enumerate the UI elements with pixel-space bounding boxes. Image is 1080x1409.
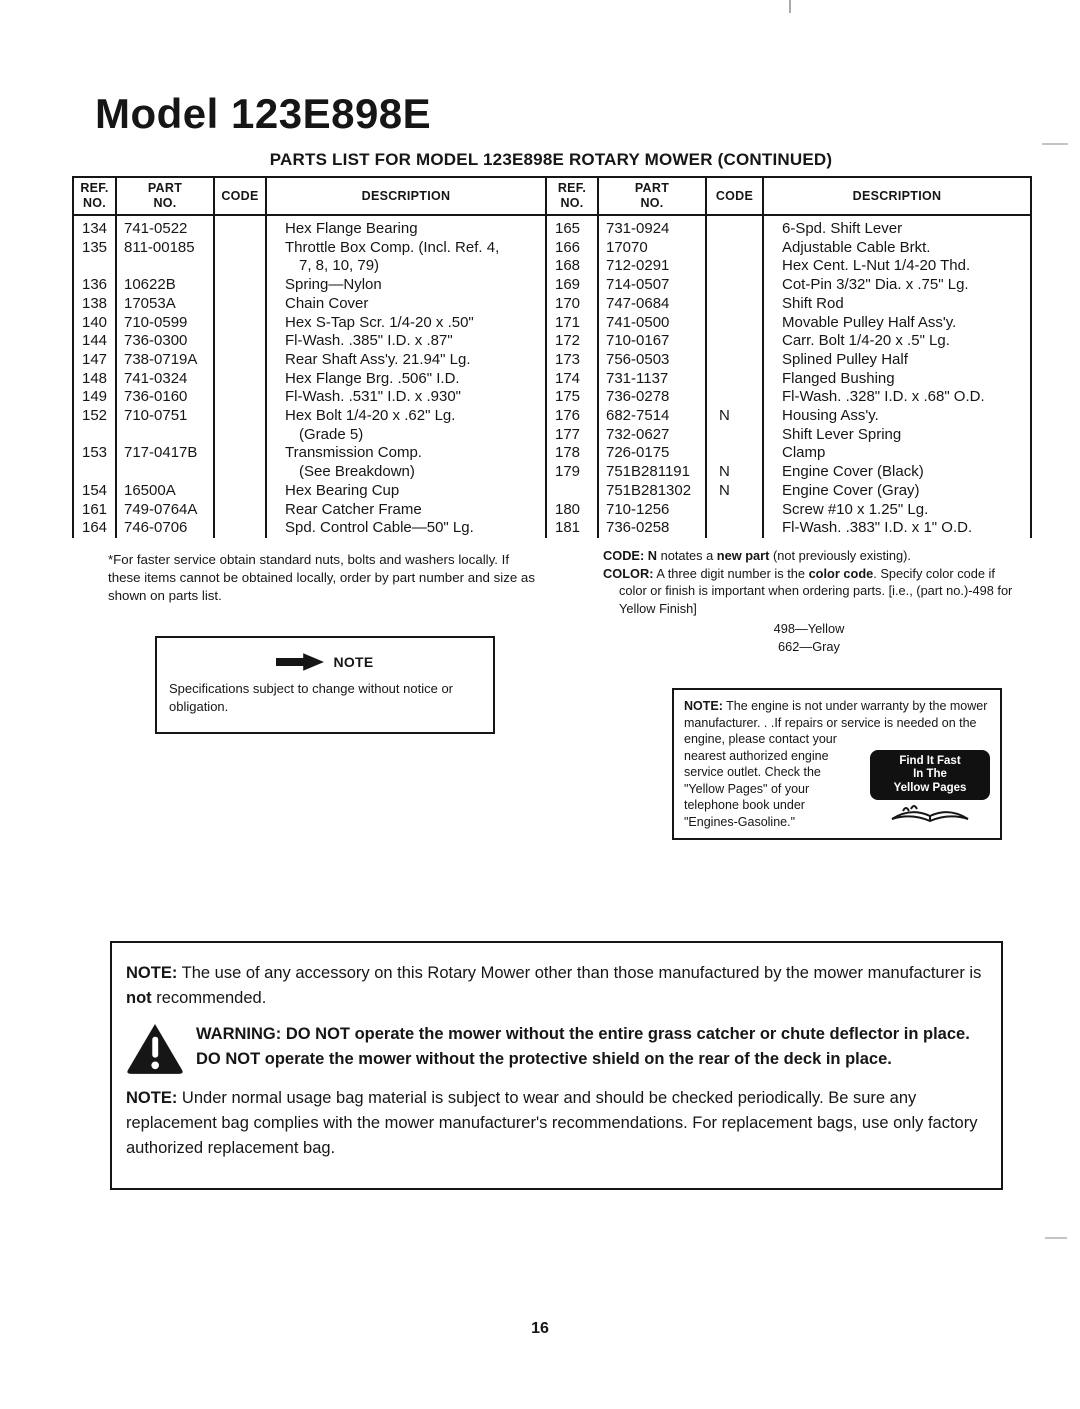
part-cell: 731-1137 [598, 370, 706, 389]
ref-cell: 134 [73, 215, 116, 239]
part-cell: 741-0522 [116, 215, 214, 239]
desc-cell: Movable Pulley Half Ass'y. [763, 314, 1031, 333]
bag-note: NOTE: Under normal usage bag material is subject to wear and should be checked periodically. Be sure any replacement bag complies with the mower manufacturer's recommendations. For replacement bags, use only factory authorized replacement bag. [126, 1089, 978, 1157]
desc-cell: Cot-Pin 3/32" Dia. x .75" Lg. [763, 276, 1031, 295]
ref-cell: 172 [546, 332, 598, 351]
desc-cell: Adjustable Cable Brkt. [763, 239, 1031, 258]
desc-cell: Carr. Bolt 1/4-20 x .5" Lg. [763, 332, 1031, 351]
part-cell [116, 463, 214, 482]
scan-artifact [789, 0, 791, 13]
part-cell: 732-0627 [598, 426, 706, 445]
part-cell: 746-0706 [116, 519, 214, 538]
part-cell: 714-0507 [598, 276, 706, 295]
part-cell: 10622B [116, 276, 214, 295]
service-footnote: *For faster service obtain standard nuts, bolts and washers locally. If these items cannot be obtained locally, order by part number and size as shown on parts list. [108, 552, 535, 603]
ref-cell: 136 [73, 276, 116, 295]
part-cell: 710-1256 [598, 501, 706, 520]
ref-cell: 144 [73, 332, 116, 351]
table-row [73, 519, 1031, 538]
part-cell [116, 257, 214, 276]
ref-cell: 161 [73, 501, 116, 520]
code-cell: N [706, 407, 763, 426]
parts-table [72, 176, 1032, 538]
ref-cell: 177 [546, 426, 598, 445]
ref-cell: 169 [546, 276, 598, 295]
desc-cell: Engine Cover (Gray) [763, 482, 1031, 501]
ref-cell: 154 [73, 482, 116, 501]
table-row [73, 276, 1031, 295]
desc-cell: Hex Bolt 1/4-20 x .62" Lg. [266, 407, 546, 426]
code-cell [214, 388, 266, 407]
desc-cell: Housing Ass'y. [763, 407, 1031, 426]
code-cell [706, 444, 763, 463]
part-cell: 710-0751 [116, 407, 214, 426]
desc-cell: Hex Flange Brg. .506" I.D. [266, 370, 546, 389]
part-cell: 751B281191 [598, 463, 706, 482]
description-header: DESCRIPTION [266, 177, 546, 215]
code-cell: N [706, 463, 763, 482]
table-row [73, 463, 1031, 482]
table-row [73, 444, 1031, 463]
ref-cell [73, 426, 116, 445]
ref-cell: 147 [73, 351, 116, 370]
code-cell [706, 276, 763, 295]
engine-note-text-continued: nearest authorized engine service outlet. Check the "Yellow Pages" of your telephone book under "Engines-Gasoline." [684, 748, 829, 829]
note-heading [157, 653, 493, 671]
code-cell [214, 314, 266, 333]
code-cell [706, 295, 763, 314]
color-code: 662—Gray [778, 639, 840, 654]
table-header-row [73, 177, 1031, 215]
desc-cell: Spring—Nylon [266, 276, 546, 295]
desc-cell: Shift Rod [763, 295, 1031, 314]
desc-cell: Clamp [763, 444, 1031, 463]
table-row [73, 501, 1031, 520]
desc-cell: 6-Spd. Shift Lever [763, 215, 1031, 239]
ref-cell: 180 [546, 501, 598, 520]
code-cell [214, 370, 266, 389]
code-cell [214, 215, 266, 239]
code-cell [706, 239, 763, 258]
code-cell [214, 501, 266, 520]
desc-cell: (Grade 5) [266, 426, 546, 445]
desc-cell: Shift Lever Spring [763, 426, 1031, 445]
ref-cell: 153 [73, 444, 116, 463]
code-cell [214, 257, 266, 276]
part-cell: 747-0684 [598, 295, 706, 314]
table-row [73, 370, 1031, 389]
page-number: 16 [531, 1320, 549, 1337]
code-cell [706, 370, 763, 389]
ref-cell: 168 [546, 257, 598, 276]
ref-cell: 176 [546, 407, 598, 426]
parts-list-heading: PARTS LIST FOR MODEL 123E898E ROTARY MOWER (CONTINUED) [269, 150, 833, 169]
part-cell: 17053A [116, 295, 214, 314]
color-note: COLOR: A three digit number is the color code. Specify color code if color or finish is important when ordering parts. [i.e., (part no.)-498 for Yellow Finish] [603, 565, 1013, 616]
desc-cell: Fl-Wash. .385" I.D. x .87" [266, 332, 546, 351]
code-cell [214, 519, 266, 538]
part-cell: 749-0764A [116, 501, 214, 520]
ref-cell: 149 [73, 388, 116, 407]
logo-line: Yellow Pages [893, 781, 967, 794]
code-note: CODE: N notates a new part (not previously existing). [603, 548, 911, 563]
desc-cell: Hex Cent. L-Nut 1/4-20 Thd. [763, 257, 1031, 276]
part-cell [116, 426, 214, 445]
table-row [73, 332, 1031, 351]
part-no-header: PART NO. [116, 177, 214, 215]
desc-cell: Screw #10 x 1.25" Lg. [763, 501, 1031, 520]
desc-cell: Hex S-Tap Scr. 1/4-20 x .50" [266, 314, 546, 333]
ref-cell: 173 [546, 351, 598, 370]
part-cell: 736-0258 [598, 519, 706, 538]
ref-cell: 181 [546, 519, 598, 538]
warning-text: WARNING: DO NOT operate the mower without the entire grass catcher or chute deflector in place. DO NOT operate the mower without the protective shield on the rear of the deck in place. [196, 1025, 970, 1068]
ref-cell: 138 [73, 295, 116, 314]
ref-no-header: REF. NO. [73, 177, 116, 215]
code-header: CODE [214, 177, 266, 215]
ref-cell: 148 [73, 370, 116, 389]
table-row [73, 257, 1031, 276]
parts-table-body [73, 215, 1031, 538]
code-cell [706, 426, 763, 445]
logo-line: Find It Fast [899, 754, 961, 767]
part-cell: 741-0500 [598, 314, 706, 333]
code-cell [706, 257, 763, 276]
ref-cell: 175 [546, 388, 598, 407]
part-cell: 17070 [598, 239, 706, 258]
part-cell: 712-0291 [598, 257, 706, 276]
ref-cell: 135 [73, 239, 116, 258]
ref-cell [546, 482, 598, 501]
code-cell [214, 482, 266, 501]
warning-triangle-icon [126, 1022, 184, 1075]
table-row [73, 215, 1031, 239]
part-cell: 682-7514 [598, 407, 706, 426]
ref-cell: 152 [73, 407, 116, 426]
code-cell [214, 426, 266, 445]
accessory-warning-box [110, 941, 1003, 1190]
desc-cell: Throttle Box Comp. (Incl. Ref. 4, [266, 239, 546, 258]
note-text: Specifications subject to change without notice or obligation. [169, 681, 454, 714]
code-cell [706, 519, 763, 538]
code-cell [214, 444, 266, 463]
table-row [73, 482, 1031, 501]
part-cell: 731-0924 [598, 215, 706, 239]
desc-cell: Spd. Control Cable—50" Lg. [266, 519, 546, 538]
ref-no-header: REF. NO. [546, 177, 598, 215]
table-row [73, 295, 1031, 314]
warning-row [126, 1022, 985, 1075]
accessory-note: NOTE: The use of any accessory on this Rotary Mower other than those manufactured by the mower manufacturer is not recommended. [126, 964, 982, 1007]
ref-cell [73, 257, 116, 276]
code-cell [706, 388, 763, 407]
desc-cell: Fl-Wash. .328" I.D. x .68" O.D. [763, 388, 1031, 407]
code-cell [214, 239, 266, 258]
code-color-footnote [603, 547, 1015, 656]
code-cell [214, 276, 266, 295]
table-row [73, 239, 1031, 258]
logo-line: In The [913, 768, 947, 780]
desc-cell: Chain Cover [266, 295, 546, 314]
ref-cell: 140 [73, 314, 116, 333]
part-cell: 751B281302 [598, 482, 706, 501]
ref-cell: 170 [546, 295, 598, 314]
code-cell [214, 351, 266, 370]
code-cell [214, 332, 266, 351]
open-book-icon [887, 797, 973, 825]
desc-cell: Rear Shaft Ass'y. 21.94" Lg. [266, 351, 546, 370]
table-row [73, 426, 1031, 445]
code-cell [706, 314, 763, 333]
ref-cell: 171 [546, 314, 598, 333]
table-row [73, 407, 1031, 426]
code-cell [706, 215, 763, 239]
code-cell [214, 407, 266, 426]
table-row [73, 314, 1031, 333]
part-cell: 738-0719A [116, 351, 214, 370]
ref-cell: 165 [546, 215, 598, 239]
part-cell: 736-0160 [116, 388, 214, 407]
ref-cell: 179 [546, 463, 598, 482]
note-label: NOTE [333, 654, 374, 670]
yellow-pages-badge [870, 750, 990, 801]
part-cell: 736-0300 [116, 332, 214, 351]
engine-note-text: NOTE: The engine is not under warranty by the mower manufacturer. . .If repairs or service is needed on the engine, please contact your [684, 699, 988, 746]
arrow-right-icon [276, 653, 324, 671]
part-cell: 710-0167 [598, 332, 706, 351]
part-no-header: PART NO. [598, 177, 706, 215]
ref-cell: 178 [546, 444, 598, 463]
description-header: DESCRIPTION [763, 177, 1031, 215]
engine-warranty-note-box [672, 688, 1002, 840]
desc-cell: Splined Pulley Half [763, 351, 1031, 370]
color-code-list [603, 620, 1015, 656]
desc-cell: Rear Catcher Frame [266, 501, 546, 520]
code-cell [706, 351, 763, 370]
desc-cell: Transmission Comp. [266, 444, 546, 463]
desc-cell: Hex Bearing Cup [266, 482, 546, 501]
desc-cell: Flanged Bushing [763, 370, 1031, 389]
desc-cell: Engine Cover (Black) [763, 463, 1031, 482]
desc-cell: Fl-Wash. .383" I.D. x 1" O.D. [763, 519, 1031, 538]
part-cell: 756-0503 [598, 351, 706, 370]
ref-cell: 174 [546, 370, 598, 389]
part-cell: 16500A [116, 482, 214, 501]
desc-cell: (See Breakdown) [266, 463, 546, 482]
scan-artifact [1045, 1237, 1067, 1239]
code-cell [214, 295, 266, 314]
yellow-pages-logo [870, 750, 990, 830]
part-cell: 736-0278 [598, 388, 706, 407]
color-code: 498—Yellow [773, 621, 845, 636]
code-cell [706, 332, 763, 351]
scan-artifact [1042, 143, 1068, 145]
ref-cell [73, 463, 116, 482]
part-cell: 717-0417B [116, 444, 214, 463]
desc-cell: Fl-Wash. .531" I.D. x .930" [266, 388, 546, 407]
table-row [73, 351, 1031, 370]
table-row [73, 388, 1031, 407]
code-cell: N [706, 482, 763, 501]
desc-cell: Hex Flange Bearing [266, 215, 546, 239]
code-header: CODE [706, 177, 763, 215]
part-cell: 741-0324 [116, 370, 214, 389]
engine-note-wrap [684, 748, 990, 831]
part-cell: 811-00185 [116, 239, 214, 258]
ref-cell: 164 [73, 519, 116, 538]
specifications-note-box [155, 636, 495, 734]
code-cell [214, 463, 266, 482]
part-cell: 710-0599 [116, 314, 214, 333]
desc-cell: 7, 8, 10, 79) [266, 257, 546, 276]
ref-cell: 166 [546, 239, 598, 258]
code-cell [706, 501, 763, 520]
page-title: Model 123E898E [95, 90, 432, 137]
part-cell: 726-0175 [598, 444, 706, 463]
